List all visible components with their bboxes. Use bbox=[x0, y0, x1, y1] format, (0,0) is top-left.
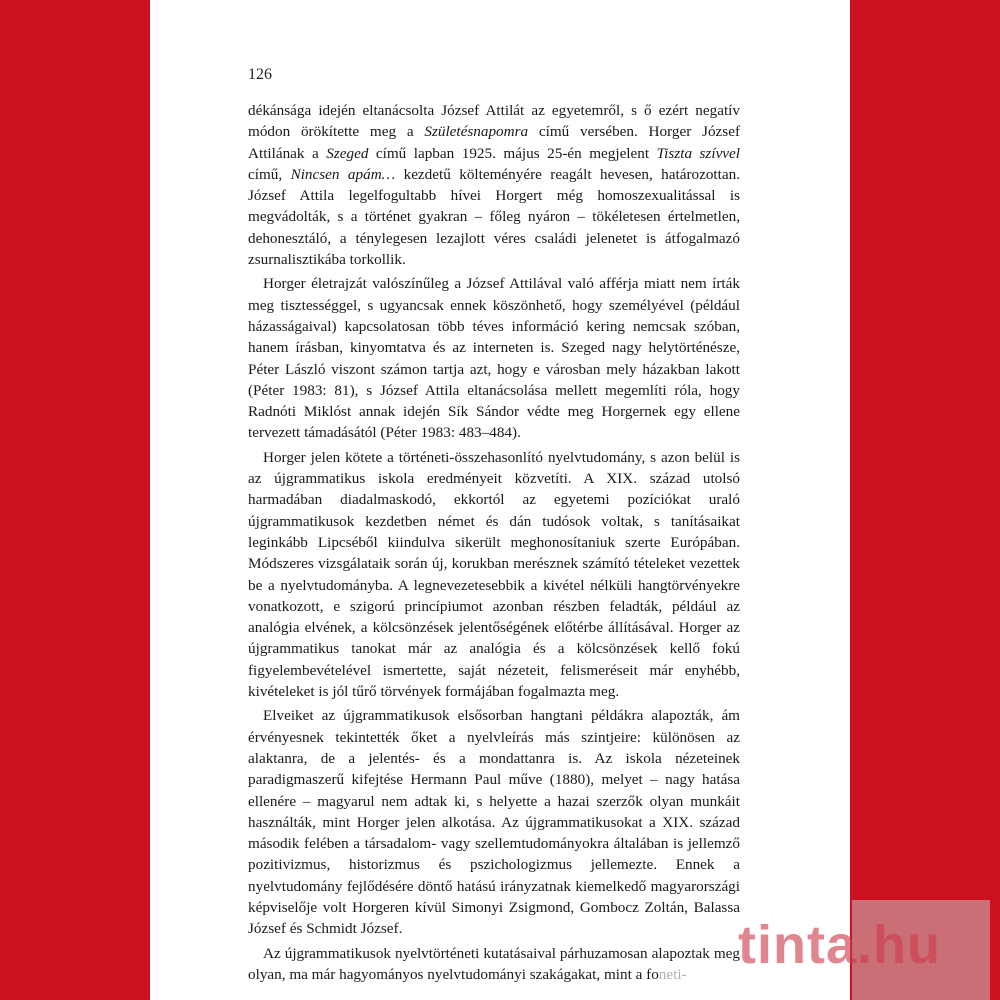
text-run: című, bbox=[248, 165, 291, 183]
text-run: című versében. Horger József Attilának a bbox=[248, 123, 741, 162]
book-page bbox=[150, 0, 850, 1000]
body-text bbox=[248, 100, 740, 985]
text-run-italic: Szeged bbox=[326, 144, 369, 162]
text-run: című lapban 1925. május 25-én megjelent bbox=[368, 144, 657, 162]
paragraph bbox=[248, 100, 740, 270]
text-run-italic: Születésnapomra bbox=[424, 123, 529, 141]
paragraph bbox=[248, 943, 740, 986]
paragraph bbox=[248, 447, 740, 703]
text-run: Elveiket az újgrammatikusok elsősorban hangtani példákra alapozták, ám érvényesnek tekintették őket a nyelvleírás más szintjeire: különösen az alaktanra, de a jelentés- és a mondattanra is. Az iskola nézeteinek paradigmaszerű kifejtése Hermann Paul műve (1880), melyet – nagy hatása ellenére – magyarul nem adtak ki, s helyette a hazai szerzők olyan munkáit használták, mint Horger jelen alkotása. Az újgrammatikusokat a XIX. század második felében a társadalom- vagy szellemtudományokra általában is jellemző pozitivizmus, historizmus és pszichologizmus jellemezte. Ennek a nyelvtudomány fejlődésére döntő hatású irányzatnak kiemelkedő magyarországi képviselője volt Horgeren kívül Simonyi Zsigmond, Gombocz Zoltán, Balassa József és Schmidt József. bbox=[248, 707, 740, 938]
page-number: 126 bbox=[248, 66, 272, 83]
text-run: kezdetű költeményére reagált hevesen, határozottan. József Attila legelfogultabb hívei Horgert még homoszexualitással is megvádolták, s a történet gyakran – főleg nyáron – tökéletesen értelmetlen, dehonesztáló, a ténylegesen lezajlott véres családi jelenetet is átfogalmazó zsurnalisztikába torkollik. bbox=[248, 165, 741, 269]
text-run-italic: Tiszta szívvel bbox=[656, 144, 741, 162]
text-run-faded: neti- bbox=[658, 965, 687, 983]
paragraph bbox=[248, 273, 740, 443]
text-run-italic: Nincsen apám… bbox=[290, 165, 396, 183]
text-run: dékánsága idején eltanácsolta József Attilát az egyetemről, s ő ezért negatív módon örökítette meg a bbox=[248, 102, 740, 141]
text-run: Az újgrammatikusok nyelvtörténeti kutatásaival párhuzamosan alapoztak meg olyan, ma már hagyományos nyelvtudományi szakágakat, mint a fo bbox=[248, 944, 740, 983]
paragraph bbox=[248, 705, 740, 939]
text-run: Horger életrajzát valószínűleg a József Attilával való afférja miatt nem írták meg tisztességgel, s ugyancsak ennek köszönhető, hogy személyével (például házasságaival) kapcsolatosan több téves információ kering nemcsak szóban, hanem írásban, kinyomtatva és az interneten is. Szeged nagy helytörténésze, Péter László viszont számon tartja azt, hogy e városban mely házakban lakott (Péter 1983: 81), s József Attila eltanácsolása mellett megemlíti róla, hogy Radnóti Miklóst annak idején Sík Sándor védte meg Horgernek egy ellene tervezett támadásától (Péter 1983: 483–484). bbox=[248, 275, 740, 442]
text-run: Horger jelen kötete a történeti-összehasonlító nyelvtudomány, s azon belül is az újgrammatikus iskola eredményeit közvetíti. A XIX. század utolsó harmadában diadalmaskodó, ekkortól az egyetemi pozíciókat uraló újgrammatikusok kezdetben német és dán tudósok voltak, s tanításaikat leginkább Lipcséből kiindulva sikerült meghonosítaniuk szerte Európában. Módszeres vizsgálataik során új, korukban merésznek számító tételeket vezettek be a nyelvtudományba. A legnevezetesebbik a kivétel nélküli hangtörvényekre vonatkozott, e szigorú princípiumot azonban részben feladták, például az analógia elvének, a kölcsönzések jelentőségének előtérbe állításával. Horger az újgrammatikus tanokat már az analógia és a kölcsönzések kellő fokú figyelembevételével ismertette, saját nézeteit, felismeréseit már enyhébb, kivételeket is jól tűrő törvények formájában fogalmazta meg. bbox=[248, 448, 740, 701]
watermark-logo bbox=[738, 900, 1000, 1000]
watermark-text: tinta.hu bbox=[738, 915, 941, 975]
